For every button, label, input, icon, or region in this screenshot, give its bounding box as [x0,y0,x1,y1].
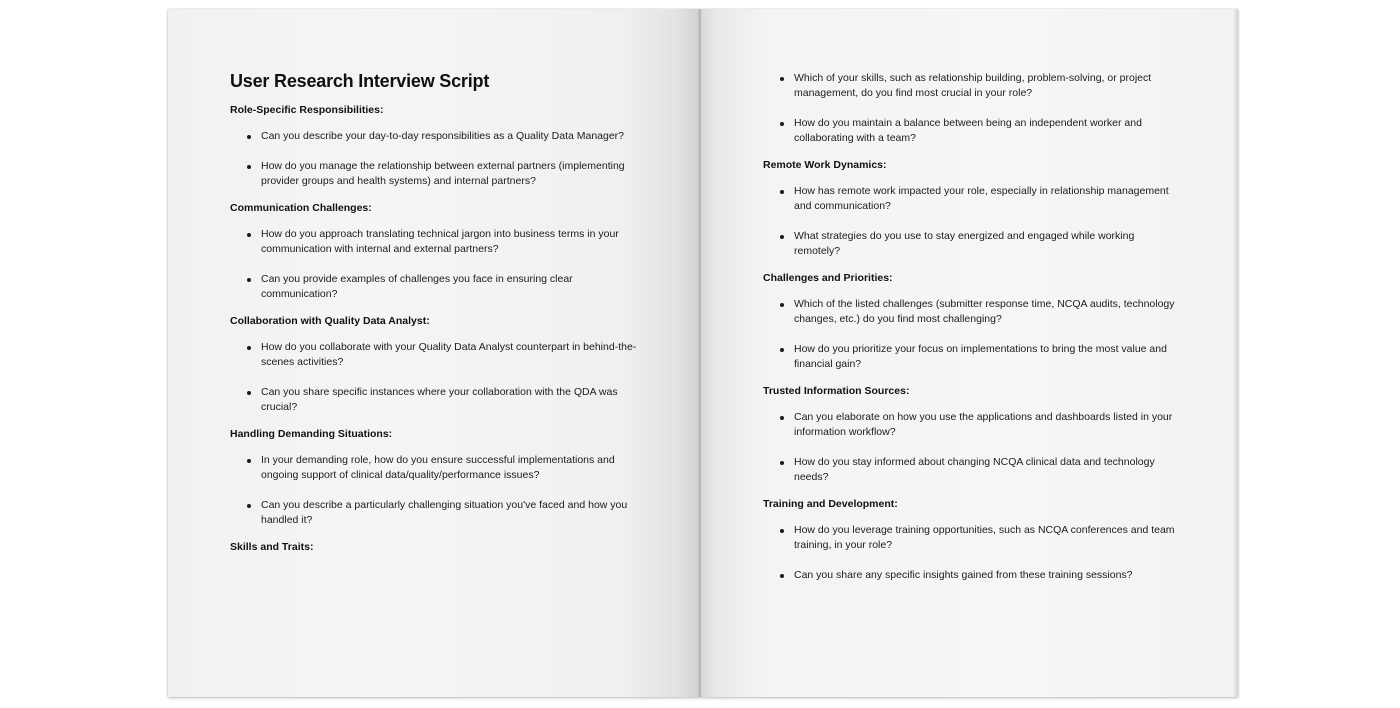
bullet-icon [247,233,251,237]
question-text: Can you describe your day-to-day responsibilities as a Quality Data Manager? [261,130,625,142]
section-heading: Collaboration with Quality Data Analyst: [230,315,430,327]
question-item [230,340,650,370]
bullet-icon [780,529,784,533]
question-item [763,229,1183,259]
question-text: Can you share any specific insights gained from these training sessions? [794,569,1133,581]
question-list-continued [763,71,1183,146]
question-item [763,71,1183,101]
section-heading: Remote Work Dynamics: [763,159,887,171]
document-title: User Research Interview Script [230,71,490,91]
question-item [230,129,650,144]
section-remote-work [763,159,1183,259]
question-item [230,159,650,189]
right-page-content [763,71,1183,596]
bullet-icon [247,391,251,395]
bullet-icon [780,303,784,307]
question-list [230,129,650,189]
question-text: Can you elaborate on how you use the applications and dashboards listed in your information workflow? [794,411,1173,438]
bullet-icon [247,504,251,508]
section-communication-challenges [230,202,650,302]
page-edge [1234,9,1238,697]
section-collaboration-qda [230,315,650,415]
question-list [763,523,1183,583]
open-booklet [168,9,1238,697]
bullet-icon [247,346,251,350]
bullet-icon [780,574,784,578]
question-list [763,410,1183,485]
section-heading: Role-Specific Responsibilities: [230,104,384,116]
question-item [763,116,1183,146]
question-text: Can you describe a particularly challenging situation you've faced and how you handled it? [261,499,628,526]
question-item [763,568,1183,583]
question-text: Which of the listed challenges (submitter response time, NCQA audits, technology changes, etc.) do you find most challenging? [794,298,1175,325]
bullet-icon [780,416,784,420]
section-training-development [763,498,1183,583]
bullet-icon [247,278,251,282]
question-item [230,272,650,302]
bullet-icon [780,77,784,81]
question-text: Can you provide examples of challenges you face in ensuring clear communication? [261,273,573,300]
section-heading: Trusted Information Sources: [763,385,910,397]
left-page [168,9,701,697]
section-skills-traits [230,541,650,553]
bullet-icon [247,165,251,169]
section-heading: Skills and Traits: [230,541,314,553]
question-text: How do you prioritize your focus on implementations to bring the most value and financial gain? [794,343,1167,370]
question-text: How do you maintain a balance between being an independent worker and collaborating with a team? [794,117,1142,144]
section-heading: Communication Challenges: [230,202,372,214]
section-heading: Handling Demanding Situations: [230,428,393,440]
question-item [763,455,1183,485]
question-item [763,410,1183,440]
right-page [701,9,1238,697]
question-text: Which of your skills, such as relationship building, problem-solving, or project management, do you find most crucial in your role? [794,72,1152,99]
question-text: Can you share specific instances where your collaboration with the QDA was crucial? [261,386,618,413]
question-text: How do you approach translating technical jargon into business terms in your communication with internal and external partners? [261,228,619,255]
question-item [763,342,1183,372]
question-text: How do you stay informed about changing NCQA clinical data and technology needs? [794,456,1155,483]
section-heading: Challenges and Priorities: [763,272,893,284]
bullet-icon [780,348,784,352]
question-text: What strategies do you use to stay energized and engaged while working remotely? [794,230,1135,257]
section-heading: Training and Development: [763,498,898,510]
question-list [230,227,650,302]
question-item [763,297,1183,327]
question-text: How do you collaborate with your Quality Data Analyst counterpart in behind-the-scenes activities? [261,341,637,368]
bullet-icon [247,135,251,139]
section-demanding-situations [230,428,650,528]
question-item [230,453,650,483]
question-text: How has remote work impacted your role, especially in relationship management and communication? [794,185,1169,212]
question-item [763,184,1183,214]
question-text: How do you manage the relationship between external partners (implementing provider groups and health systems) and internal partners? [261,160,625,187]
question-list [230,453,650,528]
question-text: In your demanding role, how do you ensure successful implementations and ongoing support of clinical data/quality/performance issues? [261,454,615,481]
section-trusted-sources [763,385,1183,485]
bullet-icon [780,122,784,126]
question-list [763,184,1183,259]
section-challenges-priorities [763,272,1183,372]
question-item [230,498,650,528]
question-list [230,340,650,415]
section-role-responsibilities [230,104,650,189]
question-list [763,297,1183,372]
question-item [763,523,1183,553]
question-item [230,227,650,257]
left-page-content [230,71,650,566]
question-text: How do you leverage training opportunities, such as NCQA conferences and team training, in your role? [794,524,1175,551]
bullet-icon [780,461,784,465]
bullet-icon [780,235,784,239]
question-item [230,385,650,415]
bullet-icon [247,459,251,463]
bullet-icon [780,190,784,194]
